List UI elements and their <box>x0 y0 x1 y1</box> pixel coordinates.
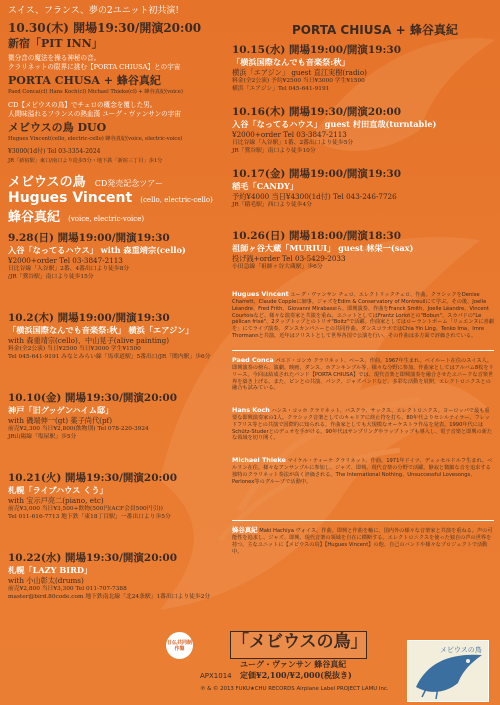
event-venue: 札幌「LAZY BIRD」 <box>8 565 93 575</box>
tour-artist1 <box>8 188 213 206</box>
event-venue: 神戸「旧グッゲンハイム邸」 <box>8 405 114 415</box>
bio-hans-name: Hans Koch <box>232 406 270 414</box>
event-line-3: master@bird.80code.com 地下鉄南北線「北24条駅」1番出口より徒歩2分 <box>8 594 211 600</box>
event-line-2: 前売¥3,000 当日¥3,500+飲物(500円(ACF会員500円引)) <box>8 506 163 512</box>
bio-maki <box>232 526 494 570</box>
pitinn-cd-line: CD【メビウスの鳥】でチェロの概念を覆した男。 <box>8 101 157 109</box>
bio-hans-text: ハンス・コッホ クラリネット、バスクラ、サックス、エレクトロニクス。ヨーロッパで最も重要な即興演奏家の1人。クラシック音楽としてのキャリアに終止符を打ち、80年代よりセシルテイラー、フレッドフリス等との共演で国際的に知られる。作曲家としても大規模なオーケストラ作品を発表。1990年代にはSchütz-Studerとのデュオを手がける。90年代はサンプリングやラップトップも導入し、電子音楽と即興の新たな領域を切り開く。 <box>232 408 493 442</box>
artist2-role: (voice, electric-voice) <box>68 215 145 223</box>
cover-title: メビウスの鳥 <box>440 646 482 654</box>
pitinn-desc1: 微分音の魔法を操る神秘の音。 <box>8 54 101 62</box>
event-line-3: JR山陽線「塩屋駅」歩5分 <box>8 434 77 440</box>
event-venue: 札幌「ライブハウス くう」 <box>8 485 108 495</box>
pitinn-price: ¥3000(1d付) Tel 03-3354-2024 <box>8 148 101 155</box>
pitinn-access: JR「新宿駅」東口/南口より徒歩5分・地下鉄「新宿三丁目」歩1分 <box>8 158 163 164</box>
bio-hugues <box>232 290 494 344</box>
album-credit: ℗ & © 2013 FUKU★CHU RECORDS Airplane Label PROJECT LAMU Inc. <box>200 686 389 692</box>
event-line-3: Tel 011-616-7713 地下鉄「東18丁目駅」一番出口より歩5分 <box>8 514 171 520</box>
album-artists: ユーグ・ヴァンサン 蜂谷真紀 <box>240 659 347 669</box>
bio-michael <box>232 456 494 496</box>
bio-hans <box>232 406 494 450</box>
pitinn-act1: PORTA CHUSA + 蜂谷真紀 <box>8 74 161 87</box>
bio-paed <box>232 356 494 400</box>
event-venue: 祖師ヶ谷大蔵「MURIUI」 guest 林栄一(sax) <box>232 243 414 253</box>
event-venue: 入谷「なってるハウス」 guest 村田直哉(turntable) <box>232 119 437 129</box>
pitinn-act2-members: Hugues Vincent(cello, electric-cello) 蜂谷真紀(voice, electric-voice) <box>8 136 183 142</box>
bio-michael-text: マイケル・ティーケ クラリネット、作曲。1971年ドイツ、デュッセルドルフ生まれ。ベルリン在住。様々なアンサンブルに参加し、ジャズ、即興、現代音楽の分野で活躍。静寂と微細な音を追求する独特のクラリネット奏法が高く評価される。The International Nothing、Unsuccessful Lovesongs、Perlonex等のグループで活動中。 <box>232 458 493 485</box>
pitinn-act2: メビウスの鳥 DUO <box>8 121 107 134</box>
event-line-1: 投げ銭+order Tel 03-5429-2033 <box>232 254 346 263</box>
tour-artist2 <box>8 207 144 226</box>
right-title: PORTA CHIUSA + 蜂谷真紀 <box>292 23 458 37</box>
event-line-2: 前売¥2,300 当日¥2,800(飲物別) Tel 078-220-3924 <box>8 426 149 432</box>
event-line-2: JR「稲毛駅」西口より徒歩4分 <box>232 202 312 208</box>
bio-hugues-name: Hugues Vincent <box>232 290 289 298</box>
event-date: 10.21(火) 開場19:30/開演20:00 <box>8 472 178 484</box>
event-line-1: with 宝示戸亮二(piano, etc) <box>8 496 104 505</box>
album-badge <box>166 632 193 659</box>
artist1-role: (cello, electric-cello) <box>140 196 213 204</box>
bio-maki-name: 蜂谷真紀 <box>232 526 258 534</box>
event-line-2: 料金(全2公演) 当日¥2500 当日¥3000 学生¥1500 <box>8 346 141 352</box>
event-date: 10.17(金) 開場19:00/開演19:30 <box>232 168 402 180</box>
artist1-name: Hugues Vincent <box>8 190 133 206</box>
event-venue: 入谷「なってるハウス」 with 森重靖宗(cello) <box>8 245 186 255</box>
event-date: 10.22(水) 開場19:30/開演20:00 <box>8 552 178 564</box>
event-venue: 稲毛「CANDY」 <box>232 181 299 191</box>
pitinn-desc2: クラリネットの限界に挑む【PORTA CHIUSA】との宇宙 <box>8 63 181 71</box>
event-line-1: with 磯端伸一(gt) 薬子尚代(pf) <box>8 416 113 425</box>
tour-subtitle: CD発売記念ツアー <box>94 179 164 188</box>
pitinn-act1-members: Paed Conca(cl) Hans Koch(cl) Michael Thieke(cl) + 蜂谷真紀(voice) <box>8 89 183 95</box>
event-line-3: Tel 045-641-9191 みなとみらい線「馬車道駅」5番出口/JR「関内駅」歩6分 <box>8 354 211 360</box>
event-line-3: 横浜「エアジン」Tel 045-641-9191 <box>232 86 330 92</box>
bio-maki-text: Maki Hachiya ヴォイス、作曲。即興と作曲を軸に、国内外の様々な音楽家と共演を重ねる。声の可能性を追求し、ジャズ、即興、現代音楽の領域を自在に横断する。エレクトロニクスを使った独自の声の世界を持つ。主なユニットに【メビウスの鳥】【Hugues Vincent】の他、自己のバンドや様々なプロジェクトで活動中。 <box>232 528 493 555</box>
bio-divider-2 <box>232 520 494 521</box>
event-venue: 「横浜国際なんでも音楽祭:秋」 <box>232 57 350 67</box>
event-line-2: 前売¥2,800 当日¥3,300 Tel 011-707-7388 <box>8 586 127 592</box>
event-line-2: 日比谷線「入谷駅」1番、2番出口より徒歩5分 <box>232 140 354 146</box>
pitinn-cd-line2: 人間味溢れるフランスの熱血漢 ユーグ・ヴァンサンの宇宙 <box>8 110 181 118</box>
event-venue: 「横浜国際なんでも音楽祭:秋」 横浜「エアジン」 <box>8 325 194 335</box>
event-date: 10.10(金) 開場19:30/開演20:00 <box>8 392 178 404</box>
album-badge-text: 日仏共同制作盤 <box>166 639 192 652</box>
bio-michael-name: Michael Thieke <box>232 456 286 464</box>
album-price: 定価¥2,100/¥2,000(税抜き) <box>240 670 352 680</box>
artist2-name: 蜂谷真紀 <box>8 210 61 225</box>
tagline: スイス、フランス、夢の2ユニット初共演! <box>8 6 179 16</box>
event-date: 10.16(木) 開場19:30/開演20:00 <box>232 106 402 118</box>
tour-title-text: メビウスの鳥 <box>8 175 86 190</box>
event-line-2: 小田急線「祖師ヶ谷大蔵駅」歩6分 <box>232 264 323 270</box>
event-line-1: 予約¥4000 当日¥4300(1d付) Tel 043-246-7726 <box>232 192 397 201</box>
event-line-1: ¥2000+order Tel 03-3847-2113 <box>8 256 123 265</box>
event-line-3: /JR「鶯谷駅」南口より徒歩15分 <box>8 274 94 280</box>
event-date: 10.15(水) 開場19:00/開演19:30 <box>232 44 402 56</box>
bio-paed-name: Paed Conca <box>232 356 274 364</box>
event-line-2: 日比谷線「入谷駅」2番、4番出口より徒歩8分 <box>8 266 130 272</box>
event-line-1: ¥2000+order Tel 03-3847-2113 <box>232 130 347 139</box>
pitinn-date: 10.30(木) 開場19:30/開演20:00 <box>8 21 202 35</box>
event-line-1: 横浜「エアジン」 guest 直江実樹(radio) <box>232 68 367 77</box>
event-line-2: 料金(全2公演) 予約¥2500 当日¥3000 学生¥1500 <box>232 78 365 84</box>
album-cover <box>407 640 489 702</box>
bio-divider <box>232 350 494 351</box>
bio-paed-text: パエド・コンカ クラリネット、ベース、作曲。1967年生まれ。ベイルート在住のスイス人。即興演奏の傍ら、演劇、映画、ダンス、ホアンキンプル等、様々な分野に参加。作曲家としてはアルバム8枚をリリース。今回は結成されたバンド【PORTA CHIUSA】では、現代音楽と即興演奏を融合させたユニークな音楽世界を築き上げる。また、ピンとの共演、パンク、ジャズバンドなど、多彩な活動を展開。エレクトロニクスとの融合も試みている。 <box>232 358 494 392</box>
bio-hugues-text: ユーグ・ヴァンサン チェロ、エレクトリックチェロ、作曲。クラシックをDenise Charrett、Claude Coppleに師事。ジャズをEdim & Conservatory of Montreuilにて学ぶ。その後、Joelle Léandre、Fred Frith、Giovanni Mirabassiら、即興演奏、作曲をFranck Smith、Joelle Léandre、Vincent Courtoisなど、様々な演奏家と共演を重ね、ユニットとしてはFrantz Loriotとの"Bobun"、スカパドの"Le pélican frisé"、2タップトップとのトリオ"Boitz"で活躍。作曲家としてはローラントポーム「リュエンヌに喜劇を」にてライブ演奏、ダンスカンパニーとの共同作曲。ダンスコラボではChia Yin Ling、Tenko Ima、Imre Thormannと共演。近年はソリストとして世界各国で公演を行い、その作曲は多方面で評価されている。 <box>232 292 494 340</box>
album-catalog: APX1014 <box>200 672 232 680</box>
event-date: 9.28(日) 開場19:00/開演19:30 <box>8 232 170 244</box>
event-date: 10.2(木) 開場19:00/開演19:30 <box>8 312 170 324</box>
album-title: 「メビウスの鳥」 <box>232 632 368 652</box>
event-line-1: with 小山彰太(drums) <box>8 576 84 585</box>
pitinn-venue: 新宿「PIT INN」 <box>8 37 103 50</box>
event-date: 10.26(日) 開場18:00/開演18:30 <box>232 230 402 242</box>
event-line-3: JR「鶯谷駅」南口より徒歩10分 <box>232 148 316 154</box>
event-line-1: with 森重靖宗(cello)、中山晃子(alive painting) <box>8 336 170 345</box>
